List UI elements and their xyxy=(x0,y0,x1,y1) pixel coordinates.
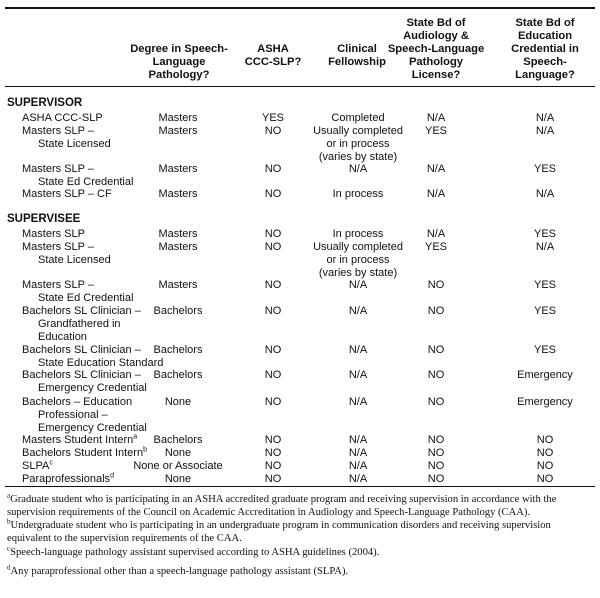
footnote-b xyxy=(7,519,593,545)
credential-cell: NO xyxy=(536,460,554,472)
credential-cell: N/A xyxy=(535,241,555,253)
role-label: Bachelors SL Clinician – xyxy=(22,305,141,317)
degree-cell: Masters xyxy=(158,279,198,291)
clinical-fellowship-cell: or in process xyxy=(326,253,390,266)
credential-cell: YES xyxy=(533,279,556,291)
clinical-fellowship-cell: N/A xyxy=(348,369,368,381)
clinical-fellowship-cell: N/A xyxy=(348,447,368,459)
role-label: Masters SLP – CF xyxy=(22,188,112,200)
footnote-a xyxy=(7,493,593,519)
asha-cell: NO xyxy=(264,228,282,240)
role-label: Bachelors SL Clinician – xyxy=(22,344,141,356)
license-cell: NO xyxy=(427,447,445,459)
footnote-d xyxy=(7,565,593,578)
clinical-fellowship-cell: In process xyxy=(332,188,384,200)
section-title: SUPERVISEE xyxy=(7,213,81,225)
credential-cell: YES xyxy=(533,305,556,317)
credential-cell: N/A xyxy=(535,125,555,137)
degree-cell: Bachelors xyxy=(153,344,203,356)
asha-cell: NO xyxy=(264,434,282,446)
footnote-marker: c xyxy=(49,459,53,467)
degree-cell: Masters xyxy=(158,228,198,240)
header-state-credential: State Bd of Education Credential in Speech-Language? xyxy=(511,17,579,81)
asha-cell: NO xyxy=(264,447,282,459)
role-label: Bachelors Student Intern$^b$ xyxy=(22,446,147,459)
asha-cell: NO xyxy=(264,305,282,317)
license-cell: NO xyxy=(427,305,445,317)
role-label: State Ed Credential xyxy=(38,175,134,188)
role-label: Grandfathered in xyxy=(38,317,121,330)
clinical-fellowship-cell: N/A xyxy=(348,473,368,485)
role-label: State Ed Credential xyxy=(38,291,134,304)
degree-cell: Masters xyxy=(158,241,198,253)
footnote-text: Any paraprofessional other than a speech-language pathology assistant (SLPA). xyxy=(10,566,349,577)
credential-cell: N/A xyxy=(535,112,555,124)
footnote-text: Graduate student who is participating in an ASHA accredited graduate program and receiving supervision in accordance with the supervision requirements of the Council on Academic Accreditation in Audiology and Speech-Language Pathology (CAA). xyxy=(7,494,557,518)
degree-cell: Bachelors xyxy=(153,305,203,317)
table-top-rule xyxy=(5,7,595,9)
role-label: Emergency Credential xyxy=(38,381,147,394)
license-cell: NO xyxy=(427,396,445,408)
header-bottom-rule xyxy=(5,86,595,87)
role-label: Bachelors – Education xyxy=(22,396,133,408)
license-cell: N/A xyxy=(426,163,446,175)
degree-cell: None xyxy=(164,473,192,485)
footnote-marker: a xyxy=(7,491,11,500)
clinical-fellowship-cell: Completed xyxy=(331,112,385,124)
clinical-fellowship-cell: N/A xyxy=(348,460,368,472)
role-label: State Licensed xyxy=(38,253,111,266)
header-asha: ASHA CCC-SLP? xyxy=(244,43,302,68)
clinical-fellowship-cell: (varies by state) xyxy=(318,266,398,279)
footnote-marker: c xyxy=(7,544,11,553)
credential-cell: YES xyxy=(533,228,556,240)
header-state-license: State Bd of Audiology & Speech-Language Pathology License? xyxy=(387,17,485,81)
role-label: Masters SLP – xyxy=(22,241,94,253)
footnote-text: Speech-language pathology assistant supervised according to ASHA guidelines (2004). xyxy=(10,547,380,558)
asha-cell: NO xyxy=(264,188,282,200)
footnote-marker: b xyxy=(7,517,11,526)
asha-cell: NO xyxy=(264,473,282,485)
asha-cell: YES xyxy=(261,112,284,124)
license-cell: NO xyxy=(427,473,445,485)
role-label: Masters SLP – xyxy=(22,125,94,137)
degree-cell: Bachelors xyxy=(153,434,203,446)
clinical-fellowship-cell: N/A xyxy=(348,279,368,291)
license-cell: N/A xyxy=(426,228,446,240)
credential-cell: N/A xyxy=(535,188,555,200)
license-cell: YES xyxy=(424,125,447,137)
license-cell: N/A xyxy=(426,188,446,200)
clinical-fellowship-cell: Usually completed xyxy=(313,241,403,253)
clinical-fellowship-cell: or in process xyxy=(326,137,390,150)
license-cell: NO xyxy=(427,460,445,472)
clinical-fellowship-cell: In process xyxy=(332,228,384,240)
asha-cell: NO xyxy=(264,241,282,253)
footnote-text: Undergraduate student who is participating in an undergraduate program in communication disorders and receiving supervision equivalent to the supervision requirements of the CAA. xyxy=(7,520,551,544)
footnote-marker: d xyxy=(7,563,11,572)
asha-cell: NO xyxy=(264,279,282,291)
role-label: Paraprofessionals$^d$ xyxy=(22,472,114,485)
license-cell: NO xyxy=(427,434,445,446)
header-degree: Degree in Speech-Language Pathology? xyxy=(130,43,228,81)
role-label: Education xyxy=(38,330,87,343)
footnote-marker: a xyxy=(133,433,138,441)
license-cell: NO xyxy=(427,279,445,291)
asha-cell: NO xyxy=(264,396,282,408)
credential-cell: YES xyxy=(533,344,556,356)
clinical-fellowship-cell: N/A xyxy=(348,344,368,356)
role-label: Masters SLP – xyxy=(22,279,94,291)
credential-cell: Emergency xyxy=(517,396,573,408)
degree-cell: None xyxy=(164,396,192,408)
credential-cell: YES xyxy=(533,163,556,175)
section-title: SUPERVISOR xyxy=(7,97,83,109)
role-label: Professional – xyxy=(38,408,108,421)
degree-cell: Masters xyxy=(158,125,198,137)
degree-cell: Bachelors xyxy=(153,369,203,381)
role-label: Emergency Credential xyxy=(38,421,147,434)
clinical-fellowship-cell: (varies by state) xyxy=(318,150,398,163)
role-label: ASHA CCC-SLP xyxy=(22,112,103,124)
clinical-fellowship-cell: N/A xyxy=(348,163,368,175)
role-label: SLPA$^c$ xyxy=(22,459,53,472)
role-label: Masters SLP – xyxy=(22,163,94,175)
asha-cell: NO xyxy=(264,460,282,472)
license-cell: NO xyxy=(427,344,445,356)
license-cell: NO xyxy=(427,369,445,381)
footnote-marker: d xyxy=(110,472,114,480)
degree-cell: Masters xyxy=(158,112,198,124)
role-label: Masters SLP xyxy=(22,228,85,240)
license-cell: N/A xyxy=(426,112,446,124)
clinical-fellowship-cell: Usually completed xyxy=(313,125,403,137)
clinical-fellowship-cell: N/A xyxy=(348,434,368,446)
role-label: State Licensed xyxy=(38,137,111,150)
role-label: Masters Student Intern$^a$ xyxy=(22,433,138,446)
role-label: State Education Standard xyxy=(38,356,164,369)
footnote-marker: b xyxy=(143,446,147,454)
credential-cell: NO xyxy=(536,447,554,459)
table-bottom-rule xyxy=(5,486,595,487)
asha-cell: NO xyxy=(264,344,282,356)
credential-cell: NO xyxy=(536,473,554,485)
asha-cell: NO xyxy=(264,125,282,137)
credential-cell: Emergency xyxy=(517,369,573,381)
degree-cell: None xyxy=(164,447,192,459)
degree-cell: Masters xyxy=(158,163,198,175)
credential-cell: NO xyxy=(536,434,554,446)
footnote-c xyxy=(7,546,593,559)
degree-cell: Masters xyxy=(158,188,198,200)
clinical-fellowship-cell: N/A xyxy=(348,396,368,408)
header-clinical-fellowship: Clinical Fellowship xyxy=(328,43,386,68)
clinical-fellowship-cell: N/A xyxy=(348,305,368,317)
asha-cell: NO xyxy=(264,163,282,175)
license-cell: YES xyxy=(424,241,447,253)
role-label: Bachelors SL Clinician – xyxy=(22,369,141,381)
degree-cell: None or Associate xyxy=(133,460,223,472)
asha-cell: NO xyxy=(264,369,282,381)
